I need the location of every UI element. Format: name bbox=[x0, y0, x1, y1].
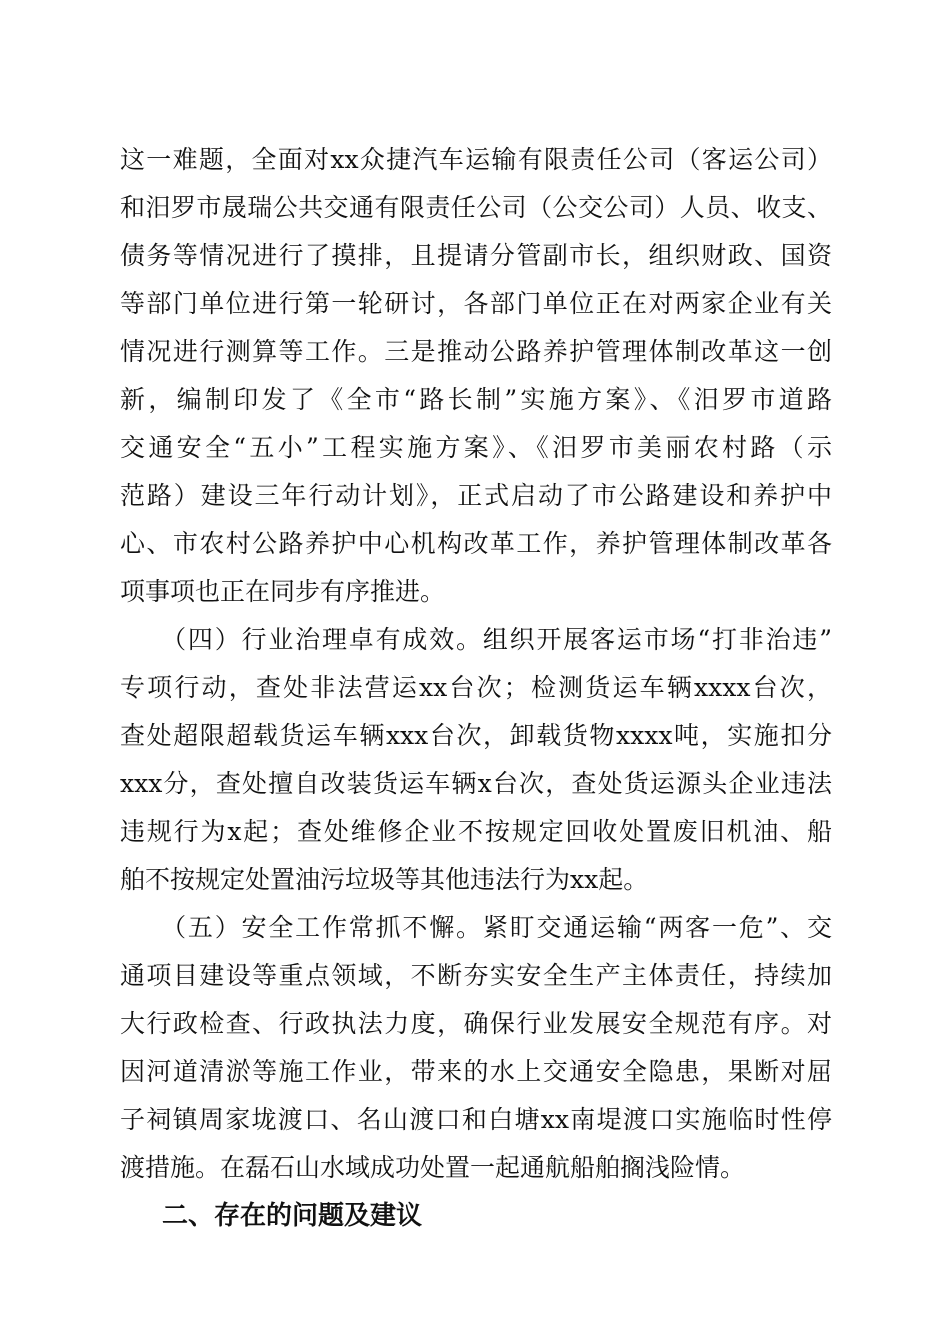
body-line: 因河道清淤等施工作业，带来的水上交通安全隐患，果断对屈 bbox=[120, 1057, 832, 1086]
body-line: 通项目建设等重点领域，不断夯实安全生产主体责任，持续加 bbox=[120, 961, 832, 990]
body-line: 范路）建设三年行动计划》，正式启动了市公路建设和养护中 bbox=[120, 481, 832, 510]
body-line: xxx分，查处擅自改装货运车辆x台次，查处货运源头企业违法 bbox=[120, 769, 832, 798]
paragraph-five-line: （五）安全工作常抓不懈。紧盯交通运输“两客一危”、交 bbox=[120, 913, 832, 942]
body-line: 查处超限超载货运车辆xxx台次，卸载货物xxxx吨，实施扣分 bbox=[120, 721, 832, 750]
body-line: 新，编制印发了《全市“路长制”实施方案》、《汨罗市道路 bbox=[120, 385, 832, 414]
body-line: 情况进行测算等工作。三是推动公路养护管理体制改革这一创 bbox=[120, 337, 832, 366]
body-line: 违规行为x起；查处维修企业不按规定回收处置废旧机油、船 bbox=[120, 817, 832, 846]
section-heading: 二、存在的问题及建议 bbox=[162, 1201, 423, 1231]
body-line: 舶不按规定处置油污垃圾等其他违法行为xx起。 bbox=[120, 865, 649, 894]
body-line: 和汨罗市晟瑞公共交通有限责任公司（公交公司）人员、收支、 bbox=[120, 193, 832, 222]
body-line: 大行政检查、行政执法力度，确保行业发展安全规范有序。对 bbox=[120, 1009, 832, 1038]
paragraph-four-line: （四）行业治理卓有成效。组织开展客运市场“打非治违” bbox=[120, 625, 832, 654]
body-line: 交通安全“五小”工程实施方案》、《汨罗市美丽农村路（示 bbox=[120, 433, 832, 462]
body-line: 项事项也正在同步有序推进。 bbox=[120, 577, 446, 606]
body-line: 渡措施。在磊石山水域成功处置一起通航船舶搁浅险情。 bbox=[120, 1153, 746, 1182]
body-line: 子祠镇周家垅渡口、名山渡口和白塘xx南堤渡口实施临时性停 bbox=[120, 1105, 832, 1134]
body-line: 等部门单位进行第一轮研讨，各部门单位正在对两家企业有关 bbox=[120, 289, 832, 318]
body-line: 这一难题，全面对xx众捷汽车运输有限责任公司（客运公司） bbox=[120, 145, 832, 174]
body-line: 心、市农村公路养护中心机构改革工作，养护管理体制改革各 bbox=[120, 529, 832, 558]
body-line: 专项行动，查处非法营运xx台次；检测货运车辆xxxx台次， bbox=[120, 673, 832, 702]
body-line: 债务等情况进行了摸排，且提请分管副市长，组织财政、国资 bbox=[120, 241, 832, 270]
